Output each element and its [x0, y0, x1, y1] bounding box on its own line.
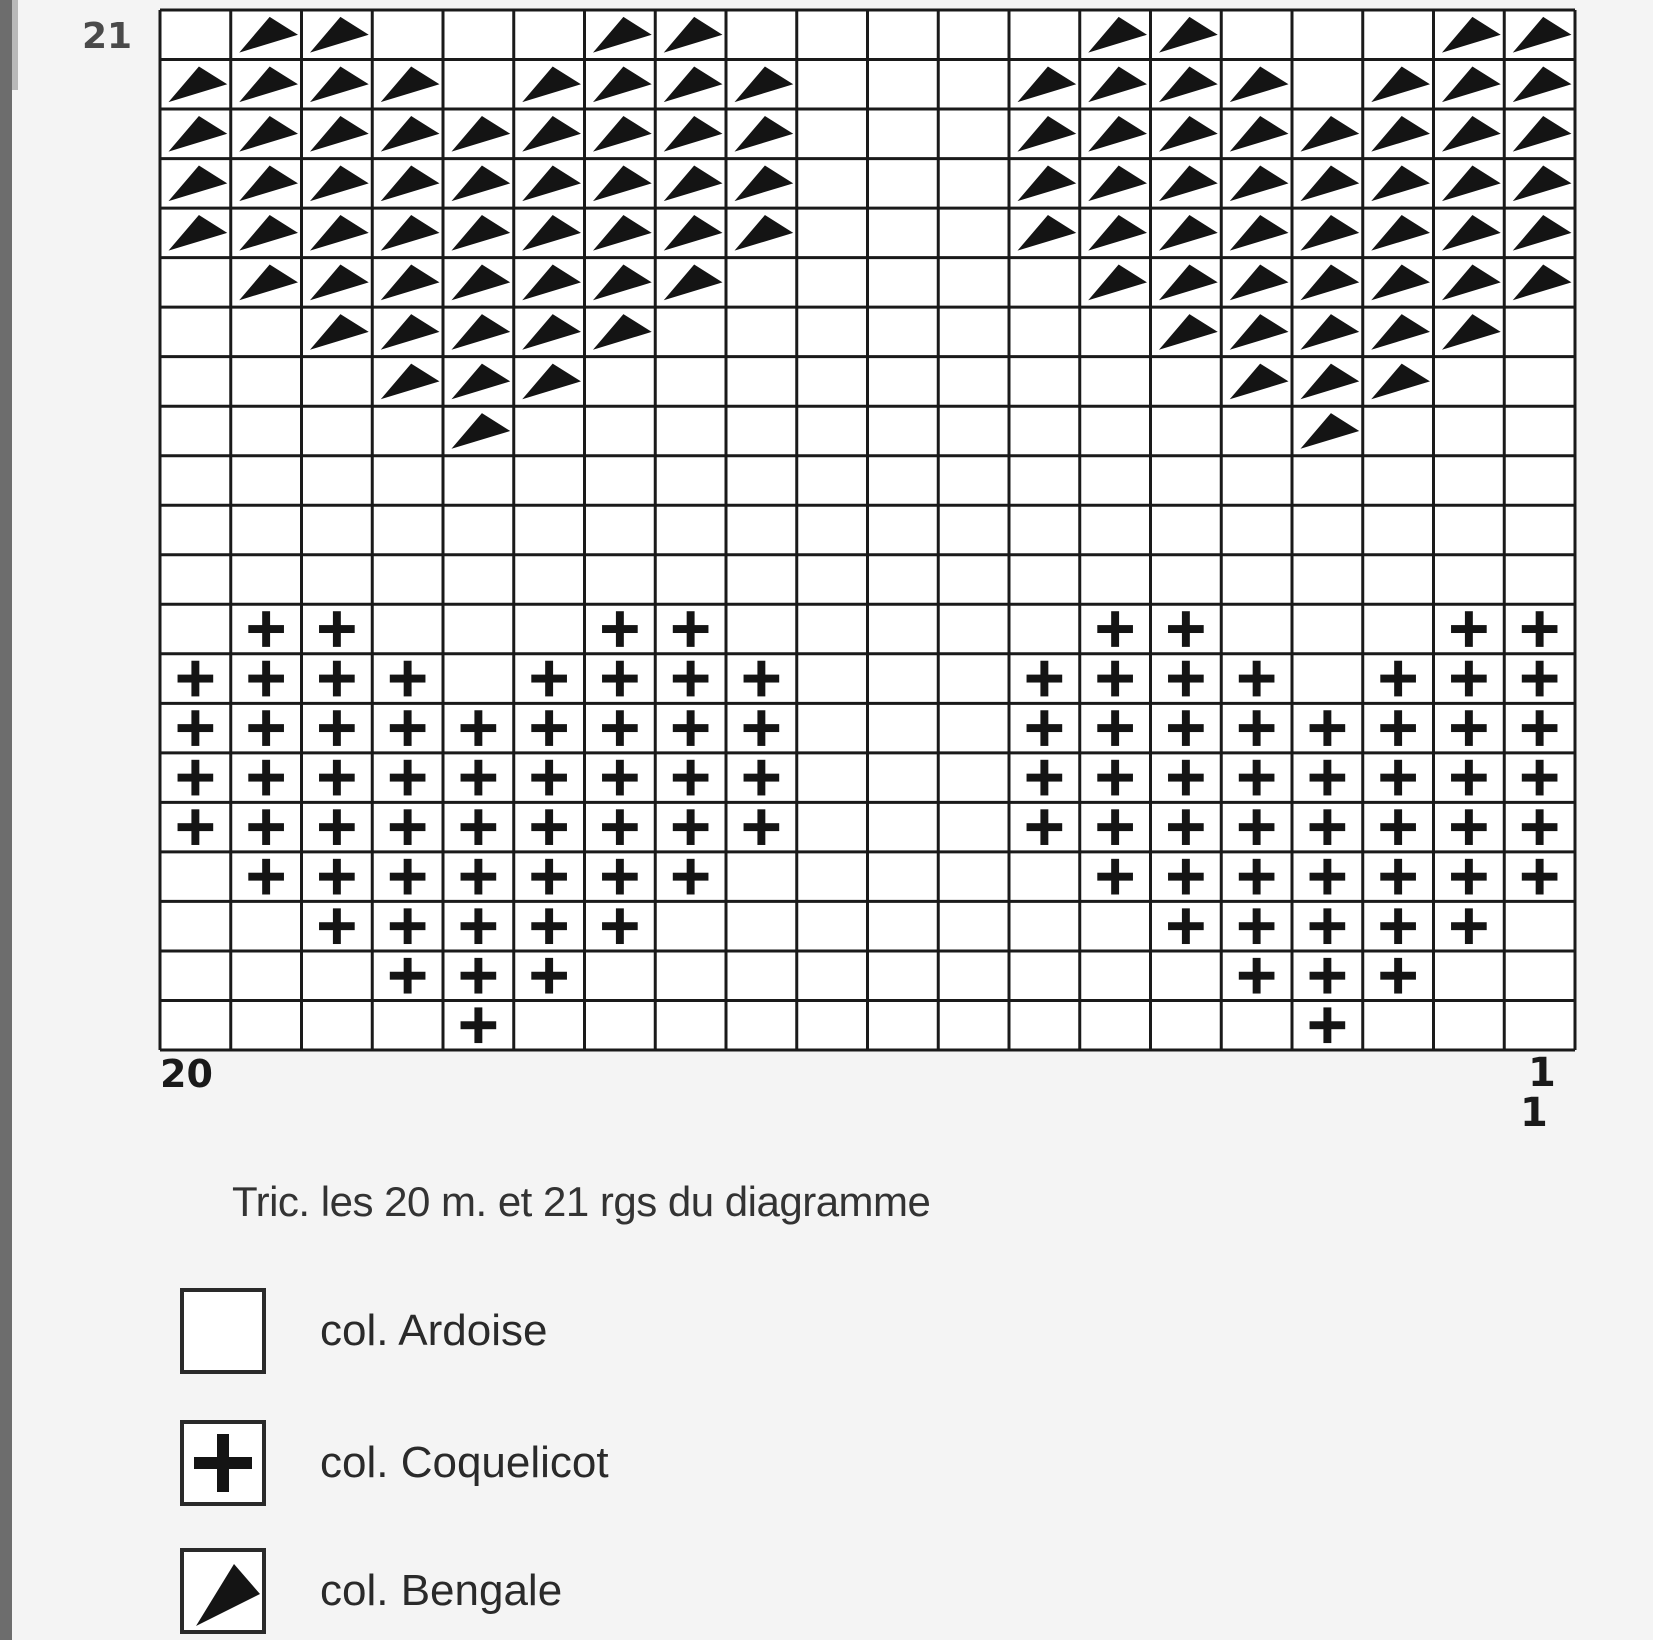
chart-caption: Tric. les 20 m. et 21 rgs du diagramme: [232, 1178, 931, 1225]
legend-label-bengale: col. Bengale: [320, 1566, 563, 1615]
row-label-top: 21: [82, 16, 133, 57]
row-label-bottom: 1: [1520, 1090, 1548, 1136]
triangle-icon: [180, 1548, 266, 1634]
stitch-label-right: 1: [1528, 1050, 1556, 1096]
plus-icon: [180, 1420, 266, 1506]
stitch-label-left: 20: [160, 1052, 213, 1096]
chart-grid-lines: [160, 10, 1575, 1050]
empty-square-icon: [180, 1288, 266, 1374]
legend-label-coquelicot: col. Coquelicot: [320, 1438, 609, 1487]
legend-label-ardoise: col. Ardoise: [320, 1306, 548, 1355]
